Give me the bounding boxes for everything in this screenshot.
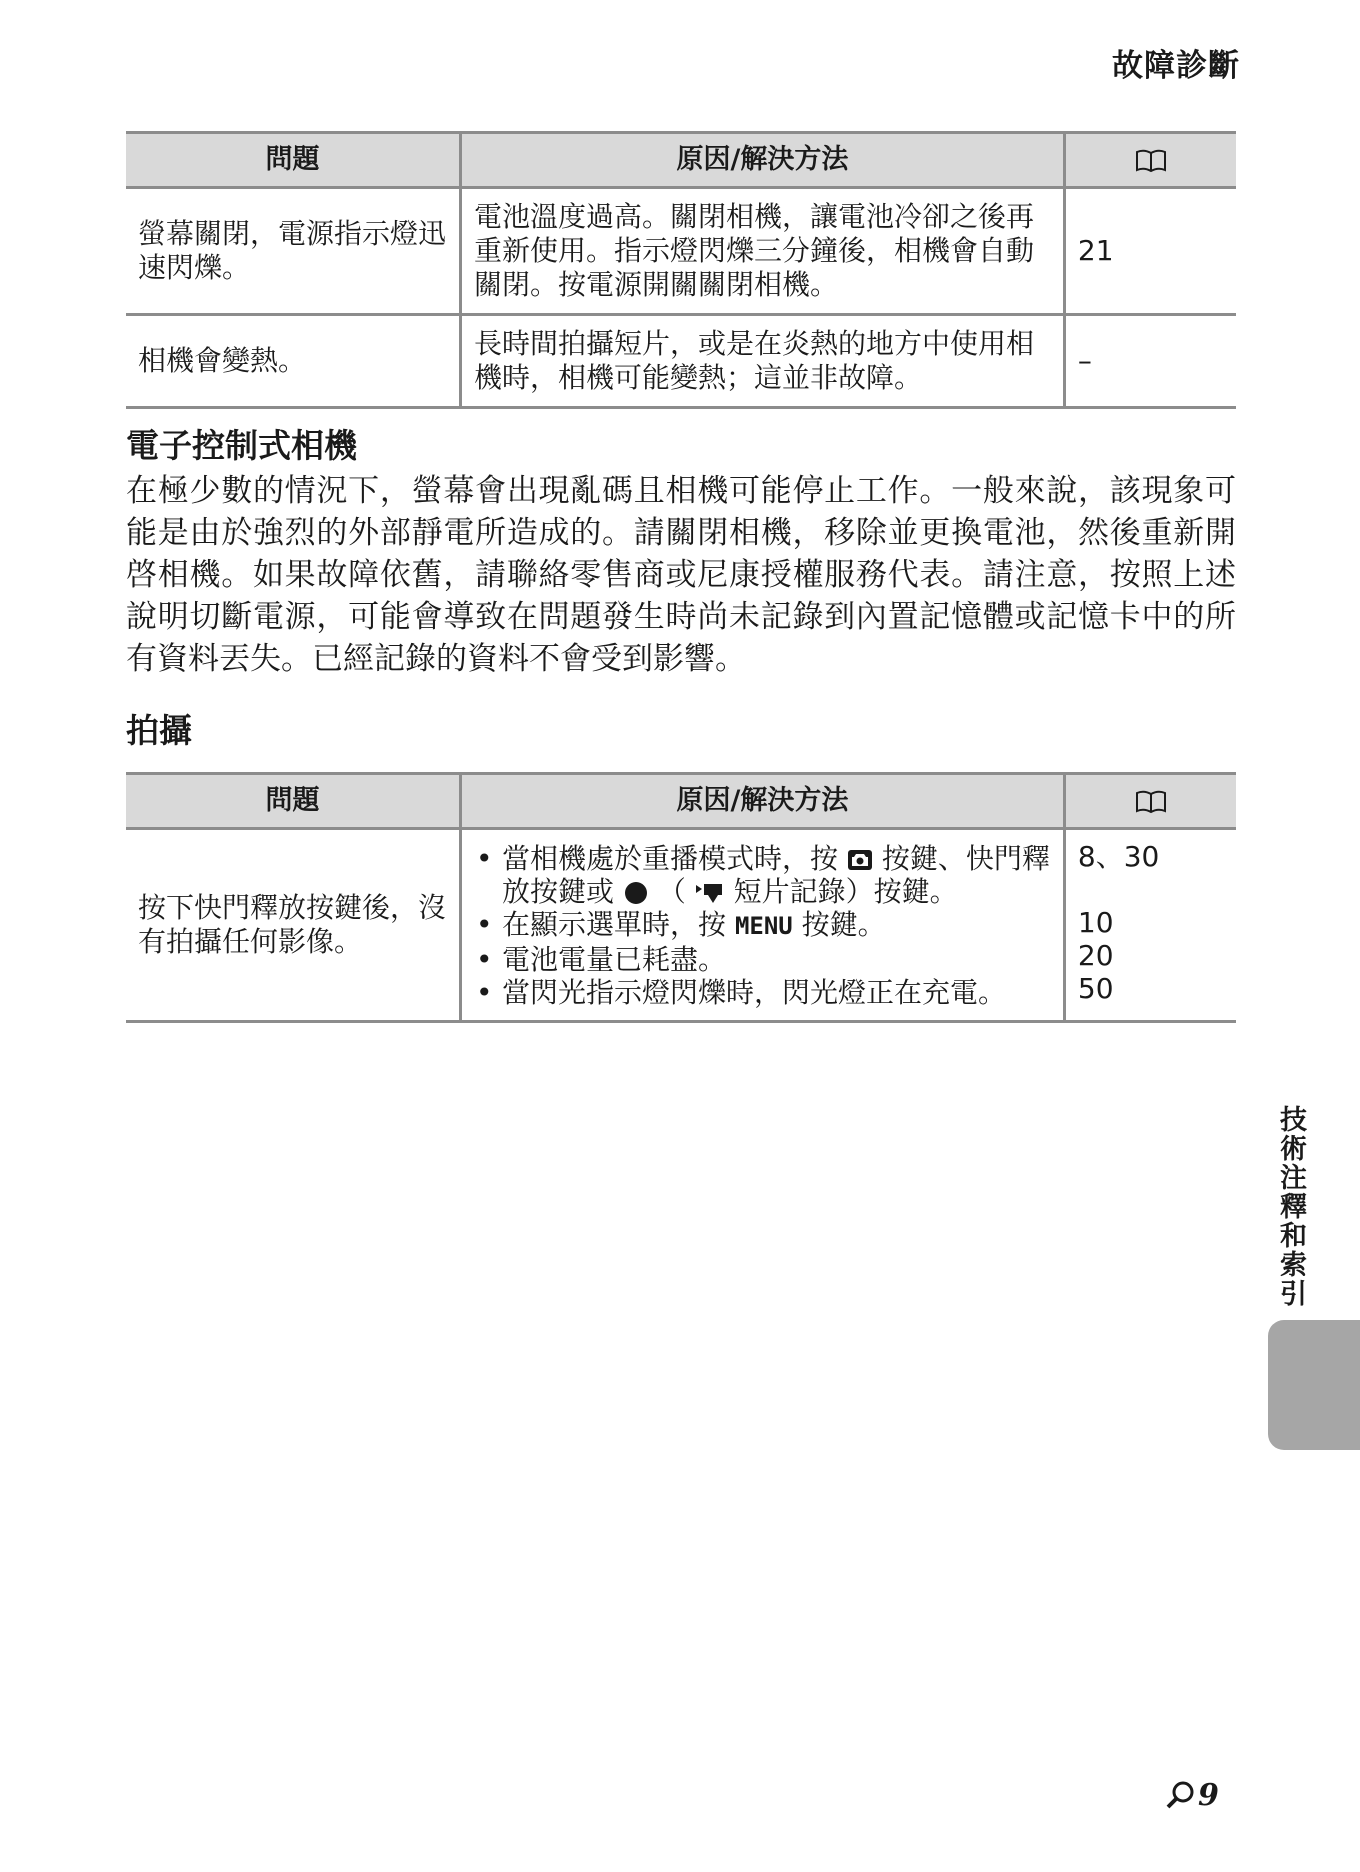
reference-cell: – xyxy=(1064,315,1236,408)
list-item: • 在顯示選單時，按 MENU 按鍵。 xyxy=(476,907,886,941)
book-icon xyxy=(1135,790,1167,814)
table-header-row xyxy=(126,774,1236,829)
reference-cell xyxy=(1064,829,1236,1022)
section-heading-electronic-camera: 電子控制式相機 xyxy=(126,426,357,465)
col-header-problem: 問題 xyxy=(126,133,461,188)
problem-cell: 螢幕關閉，電源指示燈迅速閃爍。 xyxy=(126,188,461,315)
reference-cell[interactable]: 21 xyxy=(1064,188,1236,315)
problem-cell: 按下快門釋放按鍵後，沒有拍攝任何影像。 xyxy=(126,829,461,1022)
table-row xyxy=(126,315,1236,408)
page-reference[interactable]: 50 xyxy=(1077,972,1114,1005)
page-header-title: 故障診斷 xyxy=(1112,48,1240,84)
page-reference[interactable]: 10 xyxy=(1077,906,1114,939)
section-heading-shooting: 拍攝 xyxy=(126,711,192,750)
solution-cell: 電池溫度過高。關閉相機，讓電池冷卻之後再重新使用。指示燈閃爍三分鐘後，相機會自動關閉。按電源開關關閉相機。 xyxy=(461,188,1065,315)
col-header-solution: 原因/解決方法 xyxy=(461,774,1065,829)
solution-cell xyxy=(461,829,1065,1022)
record-button-icon xyxy=(623,880,649,906)
page-reference[interactable]: 8、30 xyxy=(1077,840,1160,873)
table-row xyxy=(126,829,1236,1022)
menu-button-label: MENU xyxy=(734,911,793,940)
troubleshooting-table-shooting xyxy=(126,772,1236,1023)
spacer xyxy=(1078,873,1224,906)
col-header-reference xyxy=(1064,133,1236,188)
list-item: • 當閃光指示燈閃爍時，閃光燈正在充電。 xyxy=(476,975,1007,1009)
movie-icon xyxy=(695,881,725,905)
list-item: • 當相機處於重播模式時，按 按鍵、快門釋放按鍵或 （ 短片記錄）按鍵。 xyxy=(476,841,1050,908)
col-header-problem: 問題 xyxy=(126,774,461,829)
solution-bullet-list xyxy=(474,842,1051,1009)
problem-cell: 相機會變熱。 xyxy=(126,315,461,408)
side-tab-marker[interactable] xyxy=(1268,1320,1360,1450)
table-header-row xyxy=(126,133,1236,188)
solution-cell: 長時間拍攝短片，或是在炎熱的地方中使用相機時，相機可能變熱；這並非故障。 xyxy=(461,315,1065,408)
page-number: 9 xyxy=(1198,1778,1219,1813)
technical-notes-icon xyxy=(1165,1780,1195,1810)
table-row xyxy=(126,188,1236,315)
page-reference[interactable]: 20 xyxy=(1077,939,1114,972)
col-header-solution: 原因/解決方法 xyxy=(461,133,1065,188)
col-header-reference xyxy=(1064,774,1236,829)
side-tab-label: 技術注釋和索引 xyxy=(1275,1105,1306,1308)
troubleshooting-table-display xyxy=(126,131,1236,409)
list-item: • 電池電量已耗盡。 xyxy=(476,942,727,976)
camera-shooting-mode-icon xyxy=(847,849,873,871)
book-icon xyxy=(1135,149,1167,173)
section-body-text: 在極少數的情況下，螢幕會出現亂碼且相機可能停止工作。一般來說，該現象可能是由於強烈的外部靜電所造成的。請關閉相機，移除並更換電池，然後重新開啓相機。如果故障依舊，請聯絡零售商或尼康授權服務代表。請注意，按照上述說明切斷電源，可能會導致在問題發生時尚未記錄到內置記憶體或記憶卡中的所有資料丟失。已經記錄的資料不會受到影響。 xyxy=(126,473,1236,677)
